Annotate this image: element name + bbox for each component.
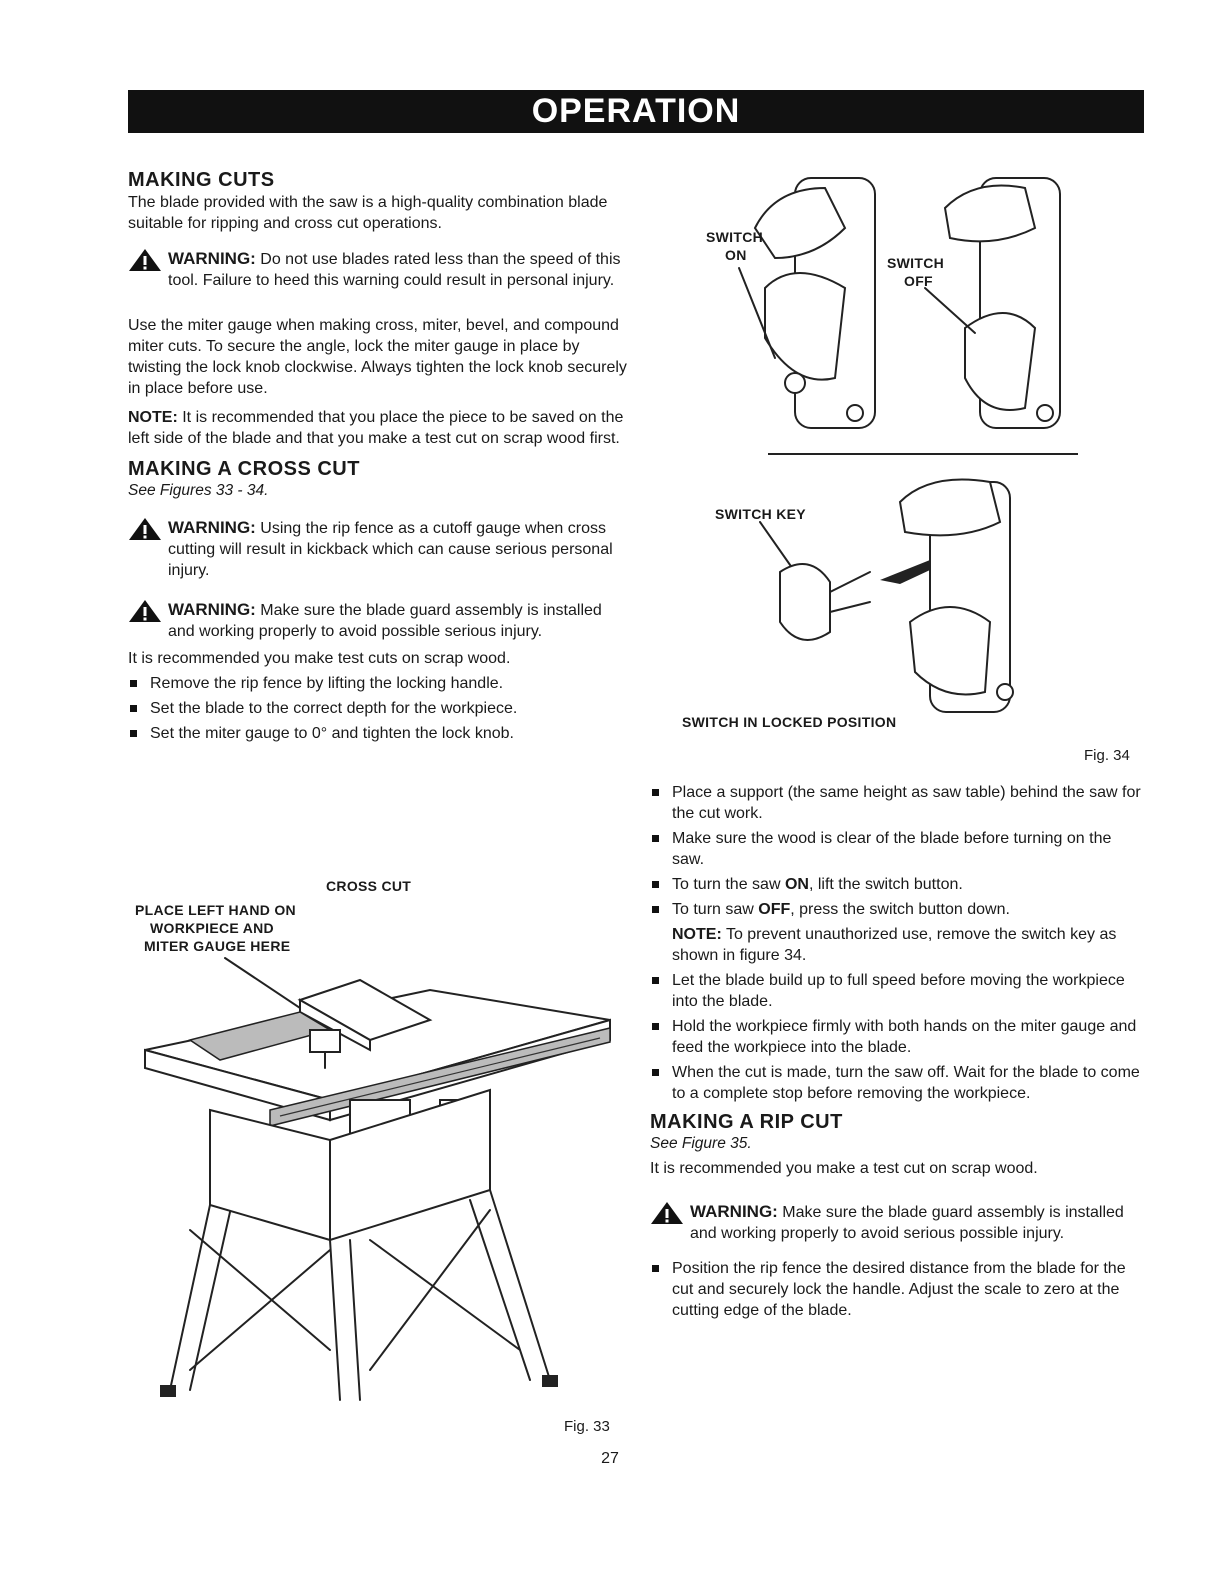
stand-leg	[170, 1205, 210, 1390]
leg-foot	[160, 1385, 176, 1397]
warning-label: WARNING:	[168, 249, 256, 268]
rip-cut-heading: MAKING A RIP CUT	[650, 1111, 843, 1133]
list-item: Set the blade to the correct depth for the workpiece.	[128, 698, 628, 719]
note-paragraph	[128, 407, 628, 449]
list-item: Hold the workpiece firmly with both hands on the miter gauge and feed the workpiece into the blade.	[650, 1016, 1145, 1058]
making-cuts-heading: MAKING CUTS	[128, 169, 275, 191]
fig33-label-cross-cut: CROSS CUT	[326, 878, 412, 894]
list-item: Remove the rip fence by lifting the locking handle.	[128, 673, 628, 694]
cross-cut-steps	[128, 673, 628, 744]
miter-gauge	[310, 1030, 340, 1052]
note-text: To prevent unauthorized use, remove the switch key as shown in figure 34.	[672, 926, 1117, 964]
on-step-text: To turn the saw	[672, 876, 785, 893]
page-number: 27	[601, 1450, 619, 1467]
operation-steps-continued	[650, 970, 1145, 1104]
miter-gauge-paragraph: Use the miter gauge when making cross, miter, bevel, and compound miter cuts. To secure the angle, lock the miter gauge in place by twisting the lock knob clockwise. Always tighten the lock knob securely in place before use.	[128, 317, 627, 397]
insert-arrow-icon	[880, 560, 930, 584]
section-banner: OPERATION	[128, 90, 1144, 133]
switch-key-leader	[760, 522, 795, 572]
switch-on-label-2: ON	[725, 247, 747, 263]
warning-icon	[650, 1201, 684, 1225]
list-item: Let the blade build up to full speed before moving the workpiece into the blade.	[650, 970, 1145, 1012]
warning-icon	[128, 248, 162, 272]
on-step-text-end: , lift the switch button.	[808, 876, 963, 893]
switch-off-label-2: OFF	[904, 273, 933, 289]
warning-rip-blade-guard	[650, 1201, 1145, 1244]
list-item	[650, 874, 1145, 895]
switch-illustration-top	[735, 168, 1075, 438]
note-label: NOTE:	[128, 409, 178, 426]
switch-off-leader	[925, 288, 975, 333]
switch-key-label: SWITCH KEY	[715, 506, 806, 522]
fig33-label-hand-3: MITER GAUGE HERE	[144, 938, 291, 954]
list-item: Make sure the wood is clear of the blade before turning on the saw.	[650, 828, 1145, 870]
warning-label: WARNING:	[690, 1202, 778, 1221]
list-item: Position the rip fence the desired distance from the blade for the cut and securely lock the handle. Adjust the scale to zero at the cutting edge of the blade.	[650, 1258, 1145, 1321]
table-saw-illustration	[130, 950, 630, 1410]
figure-divider	[768, 453, 1078, 455]
warning-label: WARNING:	[168, 518, 256, 537]
list-item: Set the miter gauge to 0° and tighten the lock knob.	[128, 723, 628, 744]
cross-cut-heading: MAKING A CROSS CUT	[128, 458, 360, 480]
warning-label: WARNING:	[168, 600, 256, 619]
rip-cut-steps	[650, 1258, 1145, 1321]
switch-locked-label: SWITCH IN LOCKED POSITION	[682, 714, 897, 730]
warning-blade-guard	[128, 599, 628, 642]
switch-key-note	[650, 924, 1145, 966]
making-cuts-intro: The blade provided with the saw is a high-quality combination blade suitable for ripping and cross cut operations.	[128, 194, 608, 232]
warning-text: Do not use blades rated less than the speed of this tool. Failure to heed this warning could result in personal injury.	[168, 251, 621, 289]
warning-text: Make sure the blade guard assembly is installed and working properly to avoid possible serious injury.	[168, 602, 602, 640]
switch-off-label-1: SWITCH	[887, 255, 945, 271]
fig33-caption: Fig. 33	[564, 1418, 610, 1435]
warning-icon	[128, 599, 162, 623]
warning-blade-speed	[128, 248, 628, 291]
list-item	[650, 899, 1145, 920]
note-label: NOTE:	[672, 926, 722, 943]
off-step-emphasis: OFF	[758, 901, 791, 918]
fig33-label-hand-2: WORKPIECE AND	[150, 920, 274, 936]
rip-cut-see-figure: See Figure 35.	[650, 1135, 752, 1152]
fig34-caption: Fig. 34	[1084, 747, 1130, 764]
list-item: When the cut is made, turn the saw off. Wait for the blade to come to a complete stop before removing the workpiece.	[650, 1062, 1145, 1104]
left-column	[128, 168, 628, 748]
off-step-text-end: , press the switch button down.	[790, 901, 1010, 918]
switch-paddle-off	[945, 186, 1035, 242]
test-cut-paragraph: It is recommended you make test cuts on scrap wood.	[128, 650, 511, 667]
switch-key	[780, 564, 830, 640]
note-text: It is recommended that you place the piece to be saved on the left side of the blade and that you make a test cut on scrap wood first.	[128, 409, 624, 447]
switch-on-label-1: SWITCH	[706, 229, 764, 245]
operation-steps	[650, 782, 1145, 920]
on-step-emphasis: ON	[784, 876, 809, 893]
switch-key-illustration	[750, 462, 1050, 722]
off-step-text: To turn saw	[672, 901, 759, 918]
rip-test-cut-paragraph: It is recommended you make a test cut on scrap wood.	[650, 1160, 1038, 1177]
cross-cut-see-figures: See Figures 33 - 34.	[128, 482, 269, 499]
warning-icon	[128, 517, 162, 541]
list-item: Place a support (the same height as saw table) behind the saw for the cut work.	[650, 782, 1145, 824]
warning-text: Using the rip fence as a cutoff gauge when cross cutting will result in kickback which can cause serious personal injury.	[168, 520, 613, 579]
warning-text: Make sure the blade guard assembly is installed and working properly to avoid serious possible injury.	[690, 1204, 1124, 1242]
right-column	[650, 782, 1145, 1325]
warning-rip-fence	[128, 517, 628, 581]
fig33-label-hand-1: PLACE LEFT HAND ON	[135, 902, 296, 918]
